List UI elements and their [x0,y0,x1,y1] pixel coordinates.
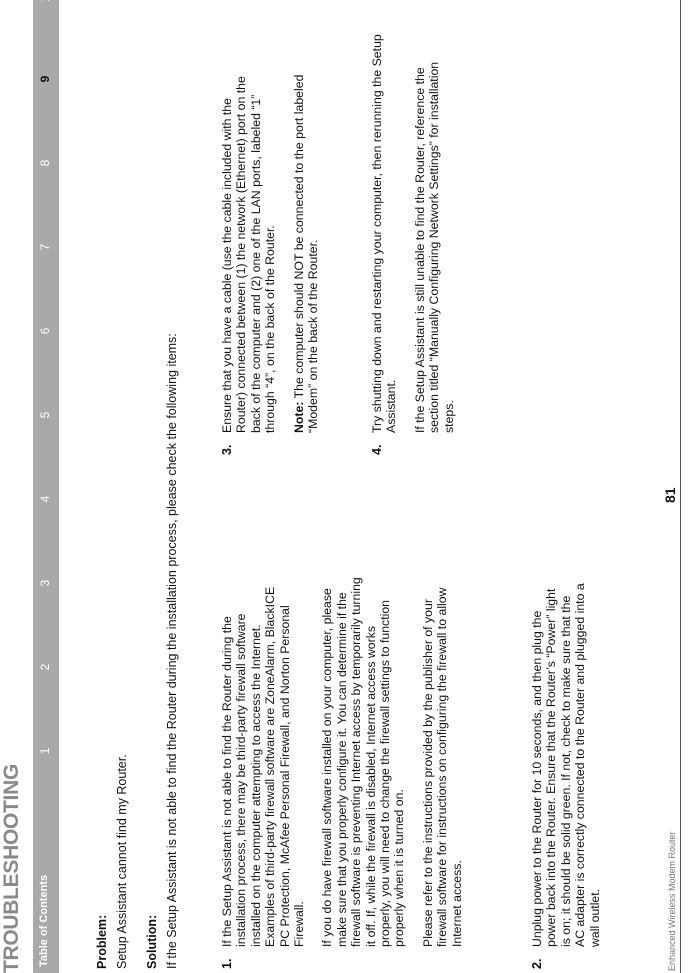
solution-text: If the Setup Assistant is not able to find the Router during the installation process, please check the following items: [165,333,179,969]
item-1-paragraph-3: Please refer to the instructions provided by the publisher of your firewall software for instructions on configuring the firewall to allow Internet access. [420,587,464,947]
item-3-note [292,57,321,433]
item-2 [530,577,602,947]
item-3 [220,57,320,433]
nav-page-9[interactable]: 9 [38,75,52,83]
note-label: Note: [291,401,306,433]
item-1 [220,577,464,947]
item-3-marker: 3. [220,444,234,455]
solution-heading: Solution: [145,914,159,969]
item-1-paragraph-2: If you do have firewall software installed on your computer, please make sure that you properly configure it. You can determine if the firewall software is preventing Internet access by temporarily turning it off. If, while the firewall is disabled, Internet access works properly, you will need to change the firewall settings to function properly when it is turned on. [320,577,407,947]
item-4 [370,33,456,433]
nav-page-10[interactable] [38,0,52,7]
nav-page-3[interactable]: 3 [38,579,52,587]
item-2-marker: 2. [530,958,544,969]
toc-bar [33,0,59,973]
nav-page-1[interactable]: 1 [38,747,52,755]
item-4-paragraph-2: If the Setup Assistant is still unable to find the Router, reference the section titled “Manually Configuring Network Settings” for installation steps. [412,61,456,433]
toc-link[interactable]: Table of Contents [38,874,50,967]
nav-page-7[interactable]: 7 [38,243,52,251]
item-3-paragraph-1: Ensure that you have a cable (use the cable included with the Router) connected between (1) the network (Ethernet) port on the back of the computer and (2) one of the LAN ports, labeled “1” through “4”, on the back of the Router. [220,76,278,433]
item-1-paragraph-1: If the Setup Assistant is not able to find the Router during the installation process, there may be third-party firewall software installed on the computer attempting to access the Internet. Examples of third-party firewall software are ZoneAlarm, BlackICE PC Protection, McAfee Personal Firewall, and Norton Personal Firewall. [220,586,307,947]
nav-page-8[interactable]: 8 [38,159,52,167]
page-number: 81 [662,487,678,503]
section-title: TROUBLESHOOTING [0,764,23,973]
footer-product-name: Enhanced Wireless Modem Router [667,831,677,971]
item-1-marker: 1. [220,958,234,969]
item-4-paragraph-1: Try shutting down and restarting your computer, then rerunning the Setup Assistant. [370,34,399,433]
problem-text: Setup Assistant cannot find my Router. [115,754,129,969]
footer-rule [680,0,681,973]
nav-page-5[interactable]: 5 [38,411,52,419]
nav-page-6[interactable]: 6 [38,327,52,335]
item-4-marker: 4. [370,444,384,455]
note-text: The computer should NOT be connected to the port labeled “Modem” on the back of the Router. [291,74,321,433]
item-2-paragraph-1: Unplug power to the Router for 10 seconds, and then plug the power back into the Router. Ensure that the Router’s “Power” light is on; it should be solid green. If not, check to make sure that the AC adapter is correctly connected to the Router and plugged into a wall outlet. [530,583,602,947]
nav-page-4[interactable]: 4 [38,495,52,503]
problem-heading: Problem: [95,914,109,969]
nav-page-2[interactable]: 2 [38,663,52,671]
